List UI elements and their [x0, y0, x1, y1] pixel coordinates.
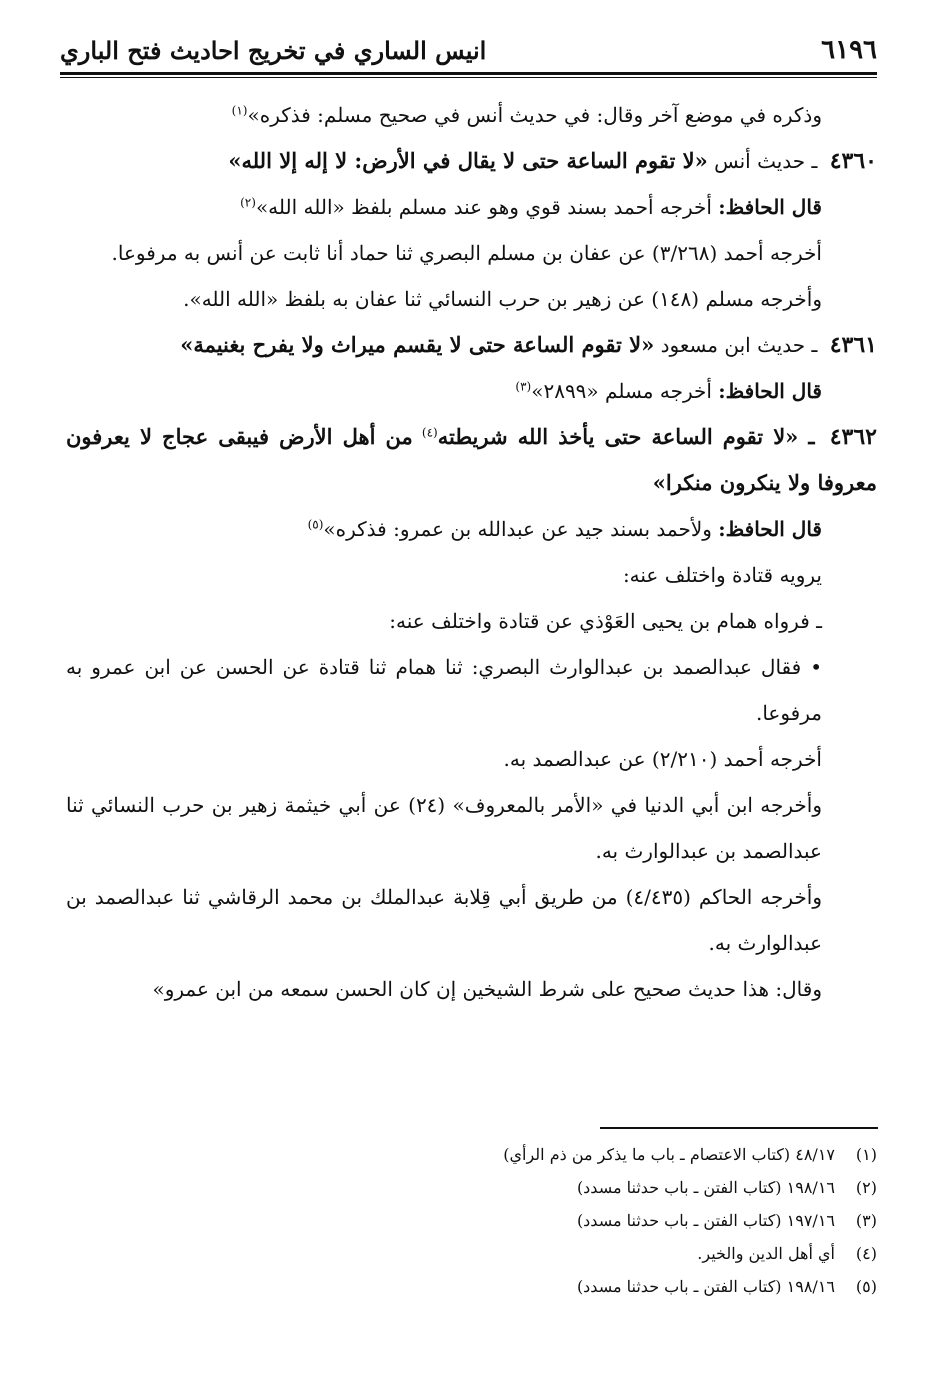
paragraph [66, 368, 877, 414]
paragraph: وأخرجه الحاكم (٤/٤٣٥) من طريق أبي قِلابة عبدالملك بن محمد الرقاشي ثنا عبدالصمد بن عبدالوارث به. [66, 885, 822, 955]
hadith-number: ٤٣٦٢ [829, 424, 877, 450]
header-rule [60, 72, 877, 75]
running-title: انيس الساري في تخريج احاديث فتح الباري [60, 35, 487, 65]
paragraph: • فقال عبدالصمد بن عبدالوارث البصري: ثنا همام ثنا قتادة عن الحسن عن ابن عمرو به مرفوعا. [66, 655, 822, 725]
hadith-text: «لا تقوم الساعة حتى لا يقسم ميراث ولا يفرح بغنيمة» [180, 332, 655, 357]
main-text [66, 92, 877, 1012]
paragraph: ـ فرواه همام بن يحيى العَوْذي عن قتادة واختلف عنه: [389, 609, 822, 633]
paragraph: أخرجه أحمد (٢/٢١٠) عن عبدالصمد به. [503, 747, 822, 771]
footnote-number: (٥) [855, 1277, 877, 1296]
footnote-rule [600, 1127, 878, 1129]
paragraph: يرويه قتادة واختلف عنه: [622, 563, 822, 587]
footnote-number: (٤) [855, 1244, 877, 1263]
paragraph: وأخرجه ابن أبي الدنيا في «الأمر بالمعروف» (٢٤) عن أبي خيثمة زهير بن حرب النسائي ثنا عبدالصمد بن عبدالوارث به. [66, 793, 822, 863]
paragraph: أخرجه أحمد (٣/٢٦٨) عن عفان بن مسلم البصري ثنا حماد أنا ثابت عن أنس به مرفوعا. [111, 241, 822, 265]
footnote-number: (٣) [855, 1211, 877, 1230]
footnote-ref: (١) [231, 103, 248, 118]
paragraph: وقال: هذا حديث صحيح على شرط الشيخين إن كان الحسن سمعه من ابن عمرو» [152, 977, 822, 1001]
paragraph: وأخرجه مسلم (١٤٨) عن زهير بن حرب النسائي ثنا عفان به بلفظ «الله الله». [183, 287, 822, 311]
hadith-4361 [66, 322, 877, 368]
footnote [66, 1237, 877, 1270]
paragraph [66, 184, 877, 230]
footnote-ref: (٣) [515, 379, 532, 394]
hadith-intro: ـ حديث أنس [714, 149, 818, 173]
hadith-number: ٤٣٦٠ [829, 148, 877, 174]
footnotes [66, 1138, 877, 1303]
hadith-4362 [66, 414, 877, 506]
paragraph-text: وذكره في موضع آخر وقال: في حديث أنس في صحيح مسلم: فذكره» [247, 103, 822, 127]
footnote [66, 1270, 877, 1303]
hadith-intro: ـ حديث ابن مسعود [660, 333, 818, 357]
footnote-text: أي أهل الدين والخير. [697, 1244, 835, 1263]
page-header [60, 30, 877, 70]
hadith-4360 [66, 138, 877, 184]
footnote-text: ١٩٨/١٦ (كتاب الفتن ـ باب حدثنا مسدد) [576, 1277, 835, 1296]
footnote [66, 1204, 877, 1237]
hafiz-label: قال الحافظ: [718, 379, 822, 403]
hadith-text: من أهل الأرض فيبقى عجاج لا يعرفون معروفا ولا ينكرون منكرا» [66, 424, 877, 495]
footnote-text: ١٩٧/١٦ (كتاب الفتن ـ باب حدثنا مسدد) [576, 1211, 835, 1230]
hadith-text: ـ «لا تقوم الساعة حتى يأخذ الله شريطته [437, 424, 815, 449]
paragraph-text: أخرجه مسلم «٢٨٩٩» [531, 379, 712, 403]
hadith-text: «لا تقوم الساعة حتى لا يقال في الأرض: لا إله إلا الله» [228, 148, 708, 173]
header-rule-thin [60, 77, 877, 78]
page-number: ٦١٩٦ [821, 35, 877, 65]
footnote-text: ١٩٨/١٦ (كتاب الفتن ـ باب حدثنا مسدد) [576, 1178, 835, 1197]
paragraph-text: أخرجه أحمد بسند قوي وهو عند مسلم بلفظ «الله الله» [255, 195, 712, 219]
hadith-number: ٤٣٦١ [829, 332, 877, 358]
footnote-number: (٢) [855, 1178, 877, 1197]
hafiz-label: قال الحافظ: [718, 517, 822, 541]
footnote-ref: (٢) [240, 195, 256, 210]
footnote [66, 1171, 877, 1204]
paragraph [66, 92, 877, 138]
footnote-text: ٤٨/١٧ (كتاب الاعتصام ـ باب ما يذكر من ذم الرأي) [503, 1145, 835, 1164]
paragraph [66, 506, 877, 552]
footnote-ref: (٤) [421, 425, 438, 440]
hafiz-label: قال الحافظ: [718, 195, 822, 219]
footnote-ref: (٥) [307, 517, 324, 532]
paragraph-text: ولأحمد بسند جيد عن عبدالله بن عمرو: فذكره» [323, 517, 712, 541]
footnote-number: (١) [855, 1145, 877, 1164]
footnote [66, 1138, 877, 1171]
